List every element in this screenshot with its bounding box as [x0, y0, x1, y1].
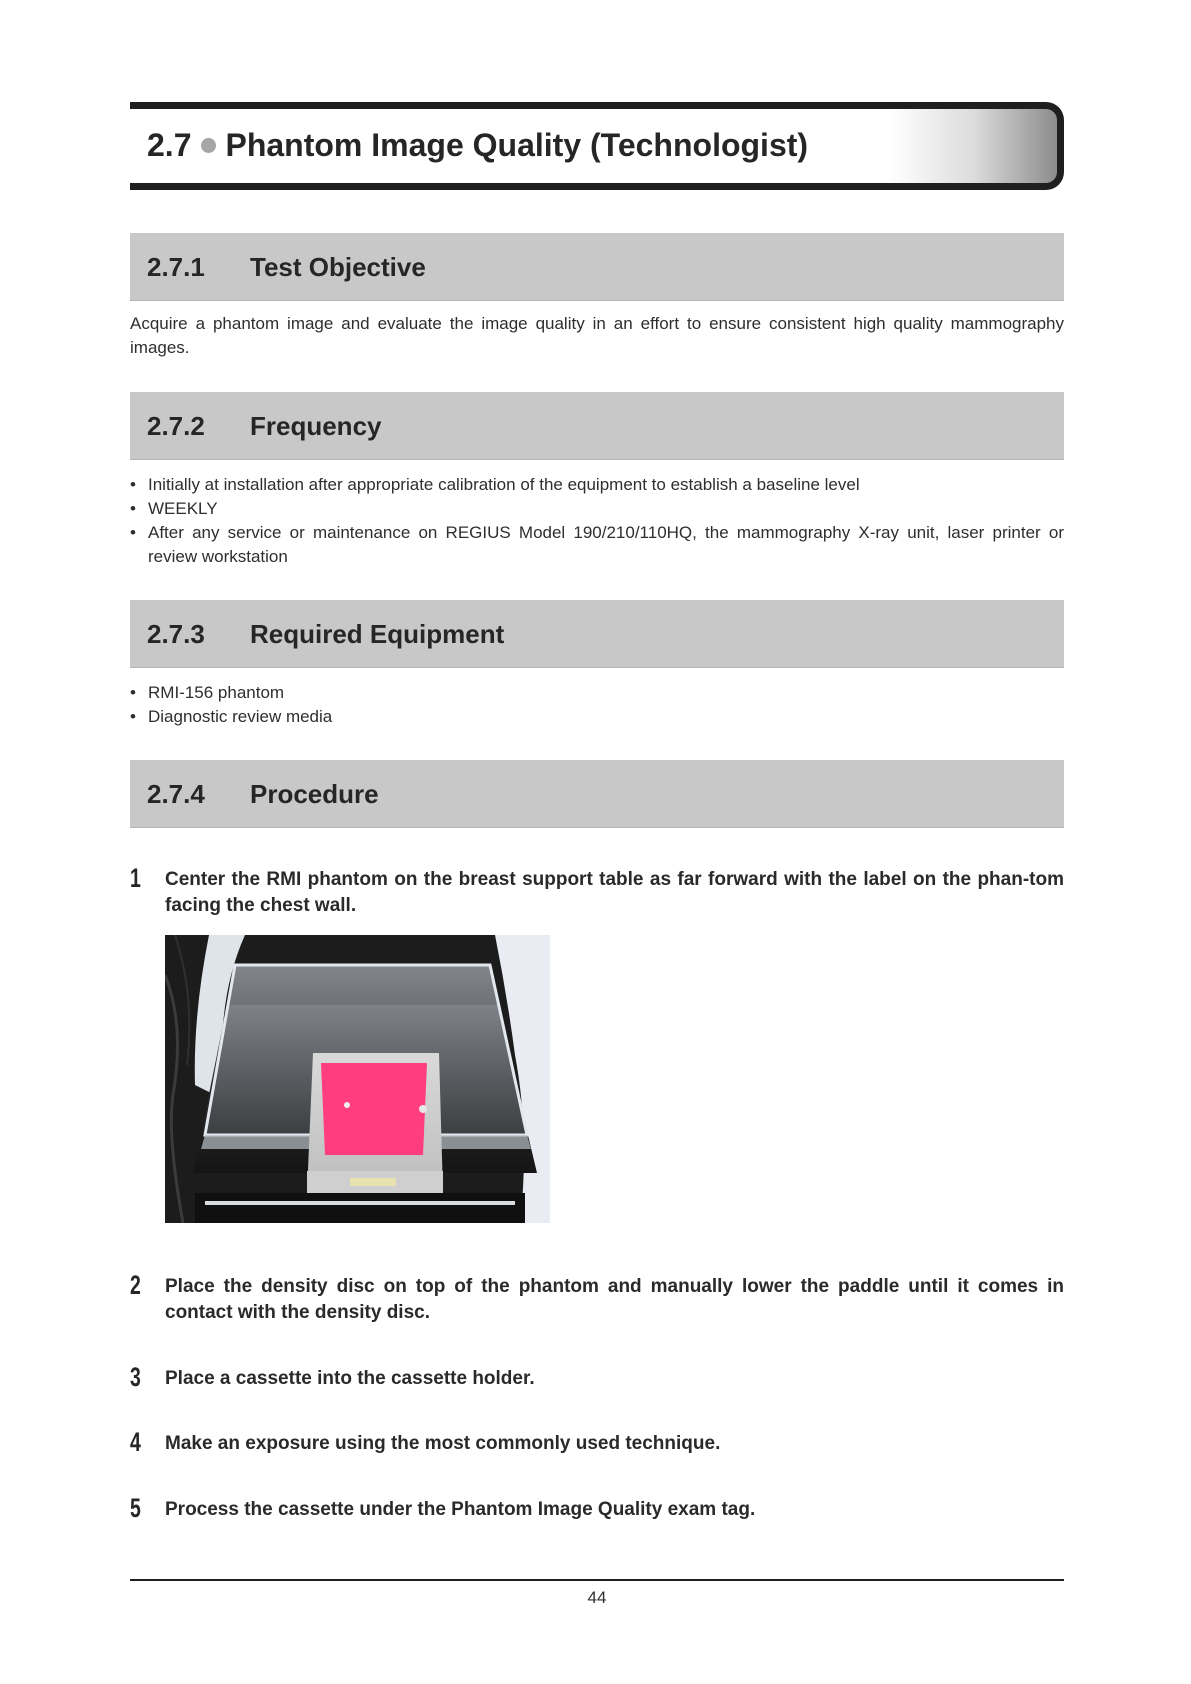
step-text: Center the RMI phantom on the breast support table as far forward with the label on the phan-tom facing the chest wall.	[165, 869, 1064, 916]
section-number: 2.7.3	[147, 619, 205, 649]
section-title: Frequency	[250, 411, 382, 441]
chapter-title	[147, 127, 808, 164]
section-title: Procedure	[250, 779, 379, 809]
bullet-dot-icon	[201, 138, 216, 153]
frequency-list	[130, 473, 1064, 569]
list-item-text: Initially at installation after appropriate calibration of the equipment to establish a baseline level	[148, 475, 860, 494]
step-number: 4	[130, 1427, 141, 1457]
footer-divider	[130, 1579, 1064, 1581]
bullet-icon: •	[130, 523, 136, 542]
step-text: Place a cassette into the cassette holder.	[165, 1368, 535, 1389]
list-item-text: Diagnostic review media	[148, 707, 333, 726]
step-number: 5	[130, 1493, 141, 1523]
list-item	[130, 705, 1064, 729]
objective-paragraph: Acquire a phantom image and evaluate the image quality in an effort to ensure consistent high quality mammography images.	[130, 314, 1064, 357]
list-item-text: RMI-156 phantom	[148, 683, 285, 702]
section-header-required-equipment	[130, 600, 1064, 668]
list-item-text: After any service or maintenance on REGIUS Model 190/210/110HQ, the mammography X-ray unit, laser printer or review workstation	[148, 523, 1064, 566]
list-item	[130, 473, 1064, 497]
bullet-icon: •	[130, 707, 136, 726]
page-number: 44	[587, 1588, 607, 1607]
bullet-icon: •	[130, 683, 136, 702]
equipment-list	[130, 681, 1064, 729]
section-header-procedure	[130, 760, 1064, 828]
step-text: Process the cassette under the Phantom Image Quality exam tag.	[165, 1499, 756, 1520]
list-item	[130, 521, 1064, 569]
chapter-number: 2.7	[147, 127, 192, 163]
step-text: Make an exposure using the most commonly used technique.	[165, 1433, 721, 1454]
section-title: Required Equipment	[250, 619, 505, 649]
phantom-photo	[165, 935, 550, 1223]
section-header-frequency	[130, 392, 1064, 460]
step-number: 2	[130, 1270, 141, 1300]
section-number: 2.7.2	[147, 411, 205, 441]
section-number: 2.7.1	[147, 252, 205, 282]
bullet-icon: •	[130, 475, 136, 494]
step-number: 3	[130, 1362, 141, 1392]
phantom-photo-illustration	[165, 935, 550, 1223]
section-title: Test Objective	[250, 252, 426, 282]
list-item	[130, 497, 1064, 521]
section-header-test-objective	[130, 233, 1064, 301]
bullet-icon: •	[130, 499, 136, 518]
step-number: 1	[130, 863, 141, 893]
section-number: 2.7.4	[147, 779, 205, 809]
chapter-title-text: Phantom Image Quality (Technologist)	[225, 127, 809, 163]
list-item-text: WEEKLY	[148, 499, 218, 518]
step-text: Place the density disc on top of the phantom and manually lower the paddle until it comes in contact with the density disc.	[165, 1276, 1064, 1323]
list-item	[130, 681, 1064, 705]
chapter-header	[130, 102, 1064, 190]
